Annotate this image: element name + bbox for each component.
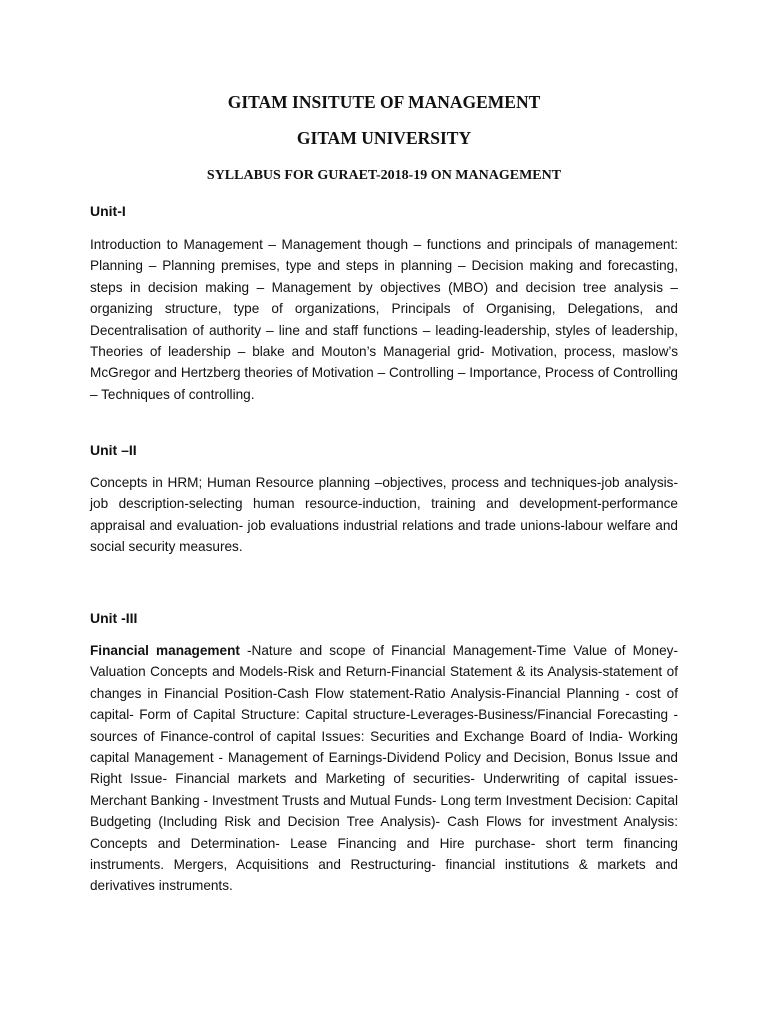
unit-3-text [90, 640, 678, 897]
unit-2-text: Concepts in HRM; Human Resource planning –objectives, process and techniques-job analysis-job description-selecting human resource-induction, training and development-performance appraisal and evaluation- job evaluations industrial relations and trade unions-labour welfare and social security measures. [90, 475, 678, 555]
unit-1-heading: Unit-I [90, 203, 126, 219]
unit-3-body: -Nature and scope of Financial Management-Time Value of Money-Valuation Concepts and Models-Risk and Return-Financial Statement & its Analysis-statement of changes in Financial Position-Cash Flow statement-Ratio Analysis-Financial Planning - cost of capital- Form of Capital Structure: Capital structure-Leverages-Business/Financial Forecasting - sources of Finance-control of capital Issues: Securities and Exchange Board of India- Working capital Management - Management of Earnings-Dividend Policy and Decision, Bonus Issue and Right Issue- Financial markets and Marketing of securities- Underwriting of capital issues- Merchant Banking - Investment Trusts and Mutual Funds- Long term Investment Decision: Capital Budgeting (Including Risk and Decision Tree Analysis)- Cash Flows for investment Analysis: Concepts and Determination- Lease Financing and Hire purchase- short term financing instruments. Mergers, Acquisitions and Restructuring- financial institutions & markets and derivatives instruments. [90, 643, 678, 894]
unit-3-heading: Unit -III [90, 610, 138, 626]
syllabus-title: SYLLABUS FOR GURAET-2018-19 ON MANAGEMENT [206, 168, 562, 183]
institute-title: GITAM INSITUTE OF MANAGEMENT [227, 92, 541, 112]
unit-3-lead: Financial management [90, 643, 240, 658]
university-title: GITAM UNIVERSITY [296, 128, 472, 148]
unit-2-heading: Unit –II [90, 442, 137, 458]
unit-1-text: Introduction to Management – Management though – functions and principals of management: Planning – Planning premises, type and steps in planning – Decision making and forecasting, steps in decision making – Management by objectives (MBO) and decision tree analysis – organizing structure, type of organizations, Principals of Organising, Delegations, and Decentralisation of authority – line and staff functions – leading-leadership, styles of leadership, Theories of leadership – blake and Mouton’s Managerial grid- Motivation, process, maslow’s McGregor and Hertzberg theories of Motivation – Controlling – Importance, Process of Controlling – Techniques of controlling. [90, 237, 678, 402]
